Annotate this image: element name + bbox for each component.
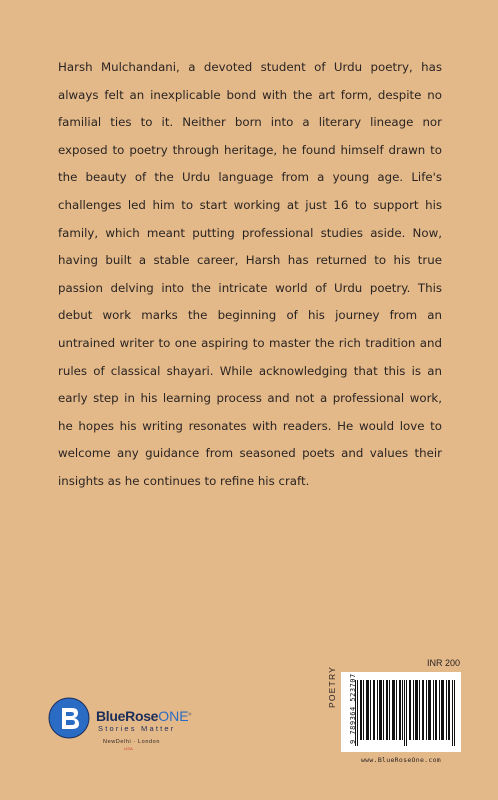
publisher-logo	[48, 697, 228, 751]
isbn-number: 9 789364 523707	[349, 673, 357, 744]
bluerose-logo-icon	[48, 697, 90, 739]
price-label: INR 200	[426, 658, 460, 668]
publisher-tagline: Stories Matter	[98, 724, 176, 733]
publisher-country: USA	[124, 746, 134, 751]
genre-label: POETRY	[327, 666, 337, 708]
publisher-website: www.BlueRoseOne.com	[360, 756, 442, 764]
publisher-name: BlueRoseONE®	[96, 708, 192, 724]
barcode	[341, 672, 461, 752]
publisher-locations: NewDelhi · London	[103, 739, 160, 745]
author-bio: Harsh Mulchandani, a devoted student of Urdu poetry, has always felt an inexplicable bond with the art form, despite no familial ties to it. Neither born into a literary lineage nor exposed to poetry through heritage, he found himself drawn to the beauty of the Urdu language from a young age. Life's challenges led him to start working at just 16 to support his family, which meant putting professional studies aside. Now, having built a stable career, Harsh has returned to his true passion delving into the intricate world of Urdu poetry. This debut work marks the beginning of his journey from an untrained writer to one aspiring to master the rich tradition and rules of classical shayari. While acknowledging that this is an early step in his learning process and not a professional work, he hopes his writing resonates with readers. He would love to welcome any guidance from seasoned poets and values their insights as he continues to refine his craft.	[58, 60, 442, 488]
barcode-icon	[355, 680, 457, 746]
